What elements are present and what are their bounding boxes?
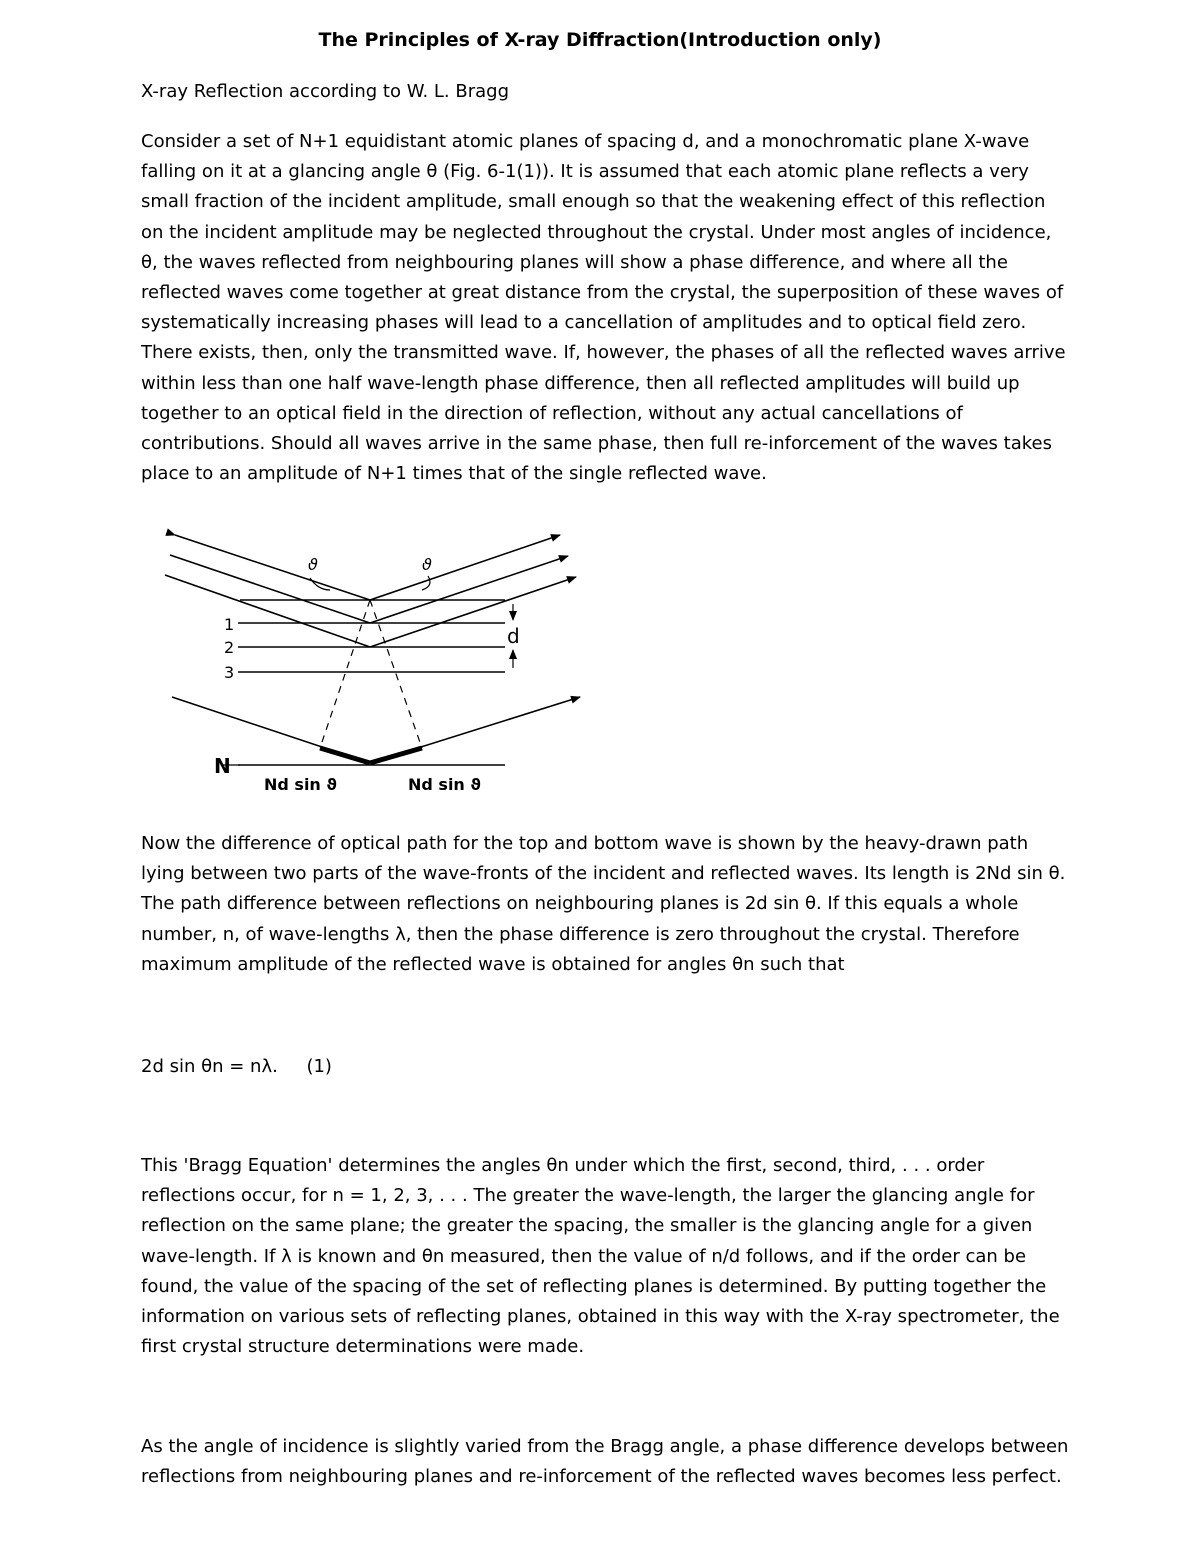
angle-label-left: ϑ xyxy=(308,555,318,574)
plane-label-3: 3 xyxy=(224,663,235,682)
paragraph-intro: Consider a set of N+1 equidistant atomic planes of spacing d, and a monochromatic plane X-wave falling on it at a glancing angle θ (Fig. 6-1(1)). It is assumed that each atomic plane reflects a very small fraction of the incident amplitude, small enough so that the weakening effect of this reflection on the incident amplitude may be neglected throughout the crystal. Under most angles of incidence, θ, the waves reflected from neighbouring planes will show a phase difference, and where all the reflected waves come together at great distance from the crystal, the superposition of these waves of systematically increasing phases will lead to a cancellation of amplitudes and to optical field zero. There exists, then, only the transmitted wave. If, however, the phases of all the reflected waves arrive within less than one half wave-length phase difference, then all reflected amplitudes will build up together to an optical field in the direction of reflection, without any actual cancellations of contributions. Should all waves arrive in the same phase, then full re-inforcement of the waves takes place to an amplitude of N+1 times that of the single reflected wave. xyxy=(141,131,1066,485)
paragraph-angle-variation: As the angle of incidence is slightly varied from the Bragg angle, a phase difference develops between reflections from neighbouring planes and re-inforcement of the reflected waves becomes less perfect. xyxy=(141,1436,1069,1488)
path-label-right: Nd sin ϑ xyxy=(408,775,481,794)
incident-ray xyxy=(165,575,370,647)
plane-label-2: 2 xyxy=(224,638,235,657)
document-title: The Principles of X-ray Diffraction(Introduction only) xyxy=(318,29,882,51)
spacing-label: d xyxy=(507,624,520,648)
heavy-path xyxy=(320,748,370,763)
section-subtitle: X-ray Reflection according to W. L. Bragg xyxy=(141,81,509,102)
angle-arc xyxy=(422,576,430,590)
heavy-path xyxy=(370,748,422,763)
paragraph-path-difference: Now the difference of optical path for the top and bottom wave is shown by the heavy-drawn path lying between two parts of the wave-fronts of the incident and reflected waves. Its length is 2Nd sin θ. The path difference between reflections on neighbouring planes is 2d sin θ. If this equals a whole number, n, of wave-lengths λ, then the phase difference is zero throughout the crystal. Therefore maximum amplitude of the reflected wave is obtained for angles θn such that xyxy=(141,833,1066,975)
plane-label-1: 1 xyxy=(224,615,235,634)
bragg-diagram xyxy=(160,520,590,810)
angle-label-right: ϑ xyxy=(422,555,432,574)
bragg-equation: 2d sin θn = nλ. (1) xyxy=(141,1056,332,1077)
plane-label-n: N xyxy=(214,754,231,778)
incident-ray xyxy=(170,555,370,623)
paragraph-bragg-equation: This 'Bragg Equation' determines the angles θn under which the first, second, third, . . . order reflections occur, for n = 1, 2, 3, . . . The greater the wave-length, the larger the glancing angle for reflection on the same plane; the greater the spacing, the smaller is the glancing angle for a given wave-length. If λ is known and θn measured, then the value of n/d follows, and if the order can be found, the value of the spacing of the set of reflecting planes is determined. By putting together the information on various sets of reflecting planes, obtained in this way with the X-ray spectrometer, the first crystal structure determinations were made. xyxy=(141,1155,1060,1358)
path-label-left: Nd sin ϑ xyxy=(264,775,337,794)
